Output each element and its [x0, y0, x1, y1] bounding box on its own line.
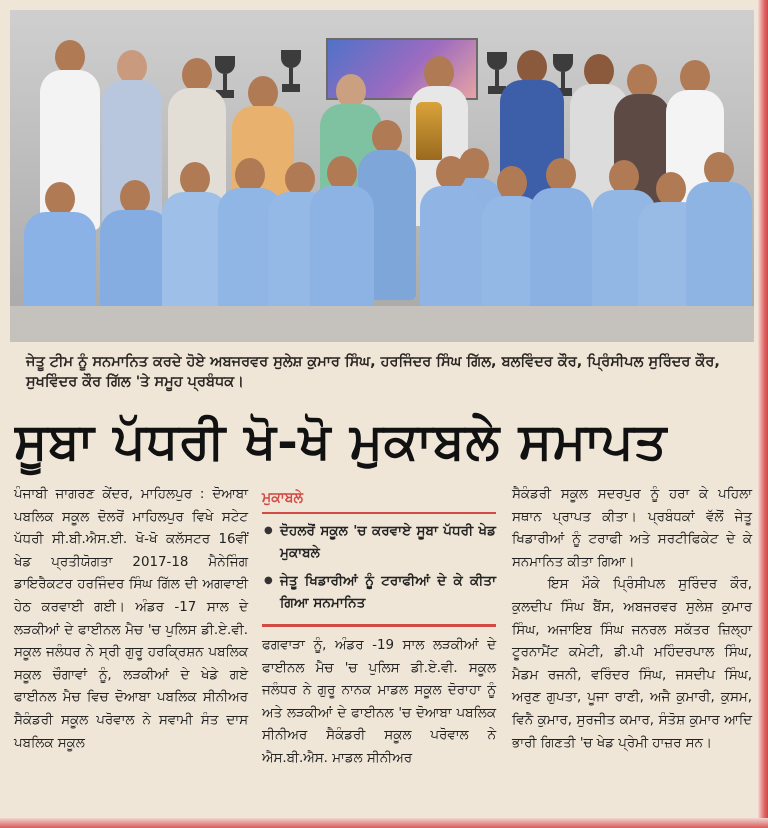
sidebox-bullets	[262, 520, 496, 614]
player	[686, 152, 752, 326]
team-photo	[10, 10, 754, 342]
article-column-3-para-1: ਸੈਕੰਡਰੀ ਸਕੂਲ ਸਦਰਪੁਰ ਨੂੰ ਹਰਾ ਕੇ ਪਹਿਲਾ ਸਥਾਨ ਪ੍ਰਾਪਤ ਕੀਤਾ। ਪ੍ਰਬੰਧਕਾਂ ਵੱਲੋਂ ਜੇਤੂ ਖਿਡਾਰੀਆਂ ਨੂੰ ਟਰਾਫੀ ਅਤੇ ਸਰਟੀਫਿਕੇਟ ਦੇ ਕੇ ਸਨਮਾਨਿਤ ਕੀਤਾ ਗਿਆ।	[512, 487, 752, 570]
floor	[10, 306, 754, 342]
article-column-3	[512, 484, 752, 755]
sidebox-bullet: ● ਜੇਤੂ ਖਿਡਾਰੀਆਂ ਨੂੰ ਟਰਾਫੀਆਂ ਦੇ ਕੇ ਕੀਤਾ ਗਿਆ ਸਨਮਾਨਿਤ	[262, 570, 496, 614]
sidebox-bullet: ● ਦੋਹਲਰੋਂ ਸਕੂਲ 'ਚ ਕਰਵਾਏ ਸੂਬਾ ਪੱਧਰੀ ਖੇਡ ਮੁਕਾਬਲੇ	[262, 520, 496, 564]
paper-edge-bottom	[0, 818, 768, 828]
player	[310, 156, 374, 326]
article-column-2	[262, 486, 496, 771]
article-column-2-text: ਫਗਵਾੜਾ ਨੂੰ, ਅੰਡਰ -19 ਸਾਲ ਲੜਕੀਆਂ ਦੇ ਫਾਈਨਲ ਮੈਚ 'ਚ ਪੁਲਿਸ ਡੀ.ਏ.ਵੀ. ਸਕੂਲ ਜਲੰਧਰ ਨੇ ਗੁਰੂ ਨਾਨਕ ਮਾਡਲ ਸਕੂਲ ਦੋਰਾਹਾ ਨੂੰ ਅਤੇ ਲੜਕੀਆਂ ਦੇ ਫਾਈਨਲ 'ਚ ਦੋਆਬਾ ਪਬਲਿਕ ਸੀਨੀਅਰ ਸੈਕੰਡਰੀ ਸਕੂਲ ਪਰੋਵਾਲ ਨੇ ਐਸ.ਬੀ.ਐਸ. ਮਾਡਲ ਸੀਨੀਅਰ	[262, 638, 496, 766]
winner-trophy	[416, 102, 442, 160]
article-column-1: ਪੰਜਾਬੀ ਜਾਗਰਣ ਕੇਂਦਰ, ਮਾਹਿਲਪੁਰ : ਦੋਆਬਾ ਪਬਲਿਕ ਸਕੂਲ ਦੋਲਰੋਂ ਮਾਹਿਲਪੁਰ ਵਿਖੇ ਸਟੇਟ ਪੱਧਰੀ ਸੀ.ਬੀ.ਐਸ.ਈ. ਖੋ-ਖੋ ਕਲੱਸਟਰ 16ਵੀਂ ਖੇਡ ਪ੍ਰਤੀਯੋਗਤਾ 2017-18 ਮੈਨੇਜਿੰਗ ਡਾਇਰੈਕਟਰ ਹਰਜਿੰਦਰ ਸਿੰਘ ਗਿੱਲ ਦੀ ਅਗਵਾਈ ਹੇਠ ਕਰਵਾਈ ਗਈ। ਅੰਡਰ -17 ਸਾਲ ਦੇ ਲੜਕੀਆਂ ਦੇ ਫਾਈਨਲ ਮੈਚ 'ਚ ਪੁਲਿਸ ਡੀ.ਏ.ਵੀ. ਸਕੂਲ ਜਲੰਧਰ ਨੇ ਸ੍ਰੀ ਗੁਰੂ ਹਰਕ੍ਰਿਸ਼ਨ ਪਬਲਿਕ ਸਕੂਲ ਚੌਗਾਵਾਂ ਨੂੰ, ਲੜਕੀਆਂ ਦੇ ਖੇਡੇ ਗਏ ਫਾਈਨਲ ਮੈਚ ਵਿਚ ਦੋਆਬਾ ਪਬਲਿਕ ਸੀਨੀਅਰ ਸੈਕੰਡਰੀ ਸਕੂਲ ਪਰੋਵਾਲ ਨੇ ਸਵਾਮੀ ਸੰਤ ਦਾਸ ਪਬਲਿਕ ਸਕੂਲ	[14, 487, 248, 751]
sidebox-divider	[262, 624, 496, 627]
paper-edge-right	[758, 0, 768, 828]
sidebox-title: ਮੁਕਾਬਲੇ	[262, 486, 496, 514]
player	[420, 156, 482, 326]
photo-caption: ਜੇਤੂ ਟੀਮ ਨੂੰ ਸਨਮਾਨਿਤ ਕਰਦੇ ਹੋਏ ਅਬਜਰਵਰ ਸੁਲੇਸ਼ ਕੁਮਾਰ ਸਿੰਘ, ਹਰਜਿੰਦਰ ਸਿੰਘ ਗਿੱਲ, ਬਲਵਿੰਦਰ ਕੌਰ, ਪ੍ਰਿੰਸੀਪਲ ਸੁਰਿੰਦਰ ਕੌਰ, ਸੁਖਵਿੰਦਰ ਕੌਰ ਗਿੱਲ 'ਤੇ ਸਮੂਹ ਪ੍ਰਬੰਧਕ।	[26, 354, 720, 390]
article-column-3-para-2: ਇਸ ਮੌਕੇ ਪ੍ਰਿੰਸੀਪਲ ਸੁਰਿੰਦਰ ਕੌਰ, ਕੁਲਦੀਪ ਸਿੰਘ ਬੈਂਸ, ਅਬਜਰਵਰ ਸੁਲੇਸ਼ ਕੁਮਾਰ ਸਿੰਘ, ਅਜਾਇਬ ਸਿੰਘ ਜਨਰਲ ਸਕੱਤਰ ਜ਼ਿਲ੍ਹਾ ਟੂਰਨਾਮੈਂਟ ਕਮੇਟੀ, ਡੀ.ਪੀ ਮਹਿੰਦਰਪਾਲ ਸਿੰਘ, ਮੈਡਮ ਰਜਨੀ, ਵਰਿੰਦਰ ਸਿੰਘ, ਜਸਦੀਪ ਸਿੰਘ, ਅਰੁਣ ਗੁਪਤਾ, ਪੂਜਾ ਰਾਣੀ, ਅਜੈ ਕੁਮਾਰੀ, ਕੁਸਮ, ਵਿਨੈ ਕੁਮਾਰ, ਸੁਰਜੀਤ ਕਮਾਰ, ਸੰਤੋਸ਼ ਕੁਮਾਰ ਆਦਿ ਭਾਰੀ ਗਿਣਤੀ 'ਚ ਖੇਡ ਪ੍ਰੇਮੀ ਹਾਜ਼ਰ ਸਨ।	[512, 577, 752, 751]
player	[530, 158, 592, 324]
headline: ਸੂਬਾ ਪੱਧਰੀ ਖੋ-ਖੋ ਮੁਕਾਬਲੇ ਸਮਾਪਤ	[14, 411, 668, 470]
